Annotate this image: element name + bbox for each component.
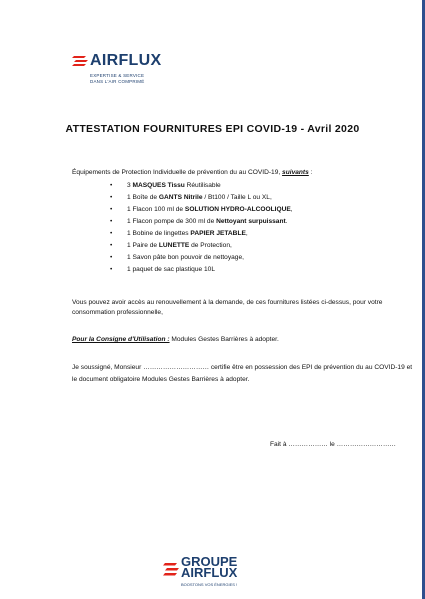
place-date-line: Fait à ……………… le ………………………: [270, 441, 397, 448]
groupe-logo-line-2: AIRFLUX: [181, 565, 238, 580]
airflux-logo-tagline-1: EXPERTISE & SERVICE: [90, 73, 145, 78]
renewal-paragraph: Vous pouvez avoir accès au renouvellement à la demande, de ces fournitures listées ci-dessus, pour votre consommation professionnelle,: [72, 299, 383, 316]
intro-line: [72, 169, 312, 177]
list-item: • 1 Boîte de GANTS Nitrile / Bt100 / Taille L ou XL,: [110, 192, 293, 204]
intro-text: Équipements de Protection Individuelle de prévention du au COVID-19,: [72, 169, 281, 176]
airflux-logo: [72, 52, 192, 92]
list-item: • 1 Bobine de lingettes PAPIER JETABLE,: [110, 228, 293, 240]
list-item: • 1 Flacon 100 ml de SOLUTION HYDRO-ALCOOLIQUE,: [110, 204, 293, 216]
groupe-logo-line-1: GROUPE: [181, 554, 238, 569]
certification-paragraph: Je soussigné, Monsieur ………………………… certifie être en possession des EPI de prévention du au COVID-19 et le document obligatoire Modules Gestes Barrières à adopter.: [72, 364, 413, 383]
groupe-logo-tagline: BOOSTONS VOS ÉNERGIES !: [181, 582, 238, 587]
groupe-airflux-logo: [163, 555, 263, 595]
airflux-logo-mark-icon: [72, 54, 88, 68]
document-title: ATTESTATION FOURNITURES EPI COVID-19 - Avril 2020: [65, 123, 360, 135]
consigne-line: [72, 336, 279, 344]
airflux-logo-name: AIRFLUX: [90, 52, 162, 69]
list-item: • 1 paquet de sac plastique 10L: [110, 264, 293, 276]
list-item: • 1 Flacon pompe de 300 ml de Nettoyant surpuissant.: [110, 216, 293, 228]
list-item: • 1 Savon pâte bon pouvoir de nettoyage,: [110, 252, 293, 264]
groupe-airflux-logo-mark-icon: [163, 561, 179, 577]
supplies-list: [110, 180, 293, 276]
list-item: • 1 Paire de LUNETTE de Protection,: [110, 240, 293, 252]
consigne-text: Modules Gestes Barrières à adopter.: [169, 336, 279, 343]
airflux-logo-tagline-2: DANS L'AIR COMPRIMÉ: [90, 79, 145, 84]
intro-emphasis: suivants: [282, 169, 309, 176]
consigne-label: Pour la Consigne d'Utilisation :: [72, 336, 170, 343]
intro-end: :: [308, 169, 313, 176]
list-item: • 3 MASQUES Tissu Réutilisable: [110, 180, 293, 192]
